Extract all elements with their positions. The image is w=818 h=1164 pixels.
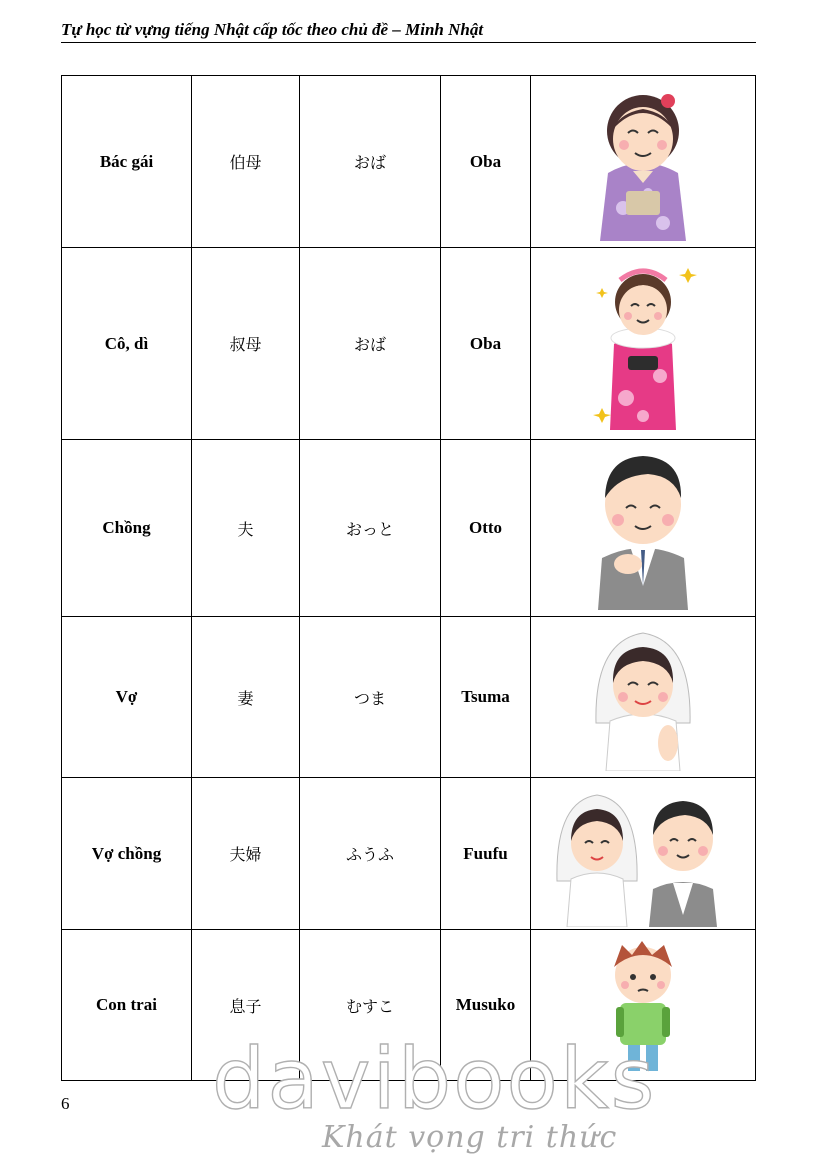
table-row	[62, 440, 756, 617]
romaji-word: Oba	[441, 76, 531, 248]
vocabulary-table	[61, 75, 756, 1081]
watermark-brand: davibooks	[212, 1030, 657, 1128]
kana-word: むすこ	[300, 930, 441, 1081]
vietnamese-word: Con trai	[62, 930, 192, 1081]
watermark-logo	[212, 1030, 656, 1128]
table-row	[62, 248, 756, 440]
romaji-word: Tsuma	[441, 617, 531, 778]
vietnamese-word: Chồng	[62, 440, 192, 617]
romaji-word: Fuufu	[441, 778, 531, 930]
vietnamese-word: Vợ chồng	[62, 778, 192, 930]
vietnamese-word: Cô, dì	[62, 248, 192, 440]
romaji-word: Oba	[441, 248, 531, 440]
kanji-word: 夫	[192, 440, 300, 617]
header-rule	[61, 42, 756, 43]
page-number: 6	[61, 1094, 70, 1113]
wife-bride-illustration	[588, 623, 698, 771]
kana-word: つま	[300, 617, 441, 778]
table-row	[62, 76, 756, 248]
kana-word: おば	[300, 76, 441, 248]
husband-illustration	[588, 446, 698, 610]
married-couple-illustration	[553, 781, 733, 927]
aunt-in-kimono-illustration	[588, 83, 698, 241]
vietnamese-word: Bác gái	[62, 76, 192, 248]
kanji-word: 息子	[192, 930, 300, 1081]
table-row	[62, 778, 756, 930]
kana-word: おば	[300, 248, 441, 440]
kana-word: ふうふ	[300, 778, 441, 930]
romaji-word: Otto	[441, 440, 531, 617]
kanji-word: 叔母	[192, 248, 300, 440]
kanji-word: 夫婦	[192, 778, 300, 930]
running-header: Tự học từ vựng tiếng Nhật cấp tốc theo chủ đề – Minh Nhật	[61, 20, 484, 39]
watermark-slogan: Khát vọng tri thức	[322, 1120, 618, 1155]
table-row	[62, 617, 756, 778]
kanji-word: 妻	[192, 617, 300, 778]
kana-word: おっと	[300, 440, 441, 617]
romaji-word: Musuko	[441, 930, 531, 1081]
kanji-word: 伯母	[192, 76, 300, 248]
aunt-in-pink-kimono-illustration	[588, 258, 698, 430]
vietnamese-word: Vợ	[62, 617, 192, 778]
